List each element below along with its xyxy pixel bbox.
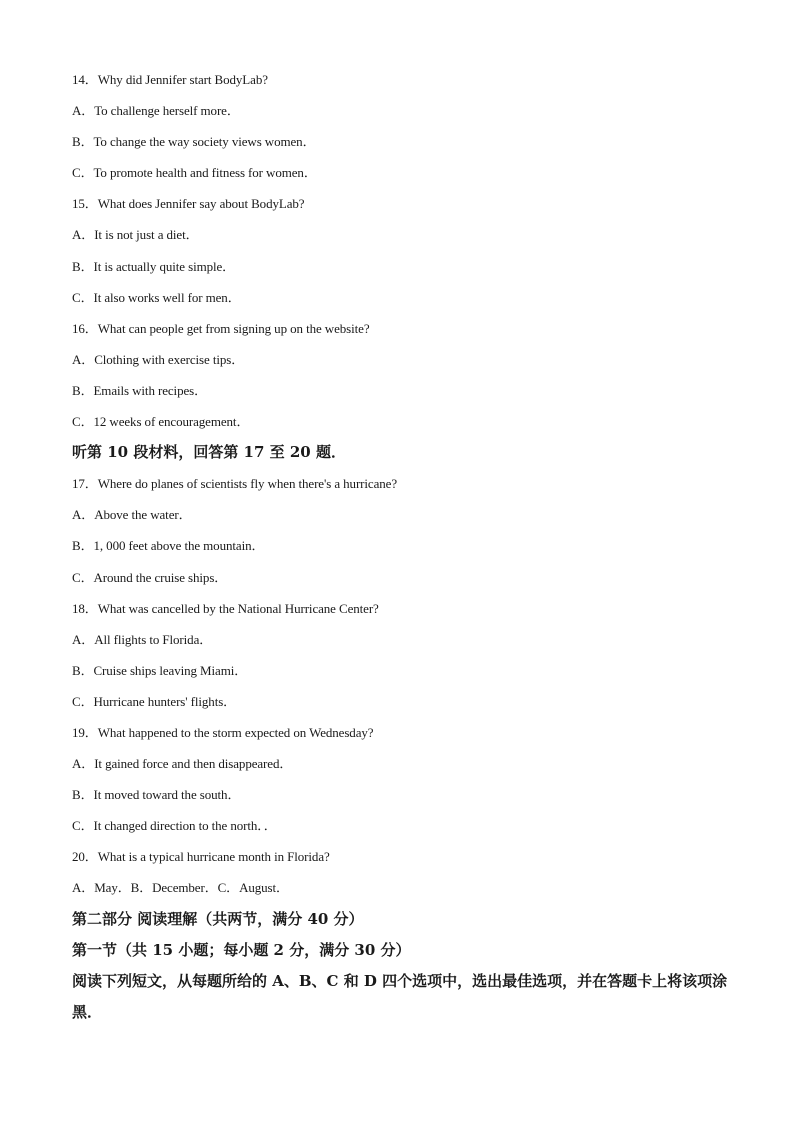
exam-page	[72, 64, 732, 1028]
question-15: 15．What does Jennifer say about BodyLab?	[72, 196, 305, 212]
option-17-a: A．Above the water．	[72, 507, 192, 523]
part-2-heading: 第二部分 阅读理解（共两节，满分 40 分）	[72, 909, 364, 928]
option-18-c: C．Hurricane hunters' flights．	[72, 693, 237, 709]
options-20: A．May．B．December．C．August．	[72, 880, 289, 896]
question-20: 20．What is a typical hurricane month in Florida?	[72, 849, 330, 865]
question-19: 19．What happened to the storm expected on Wednesday?	[72, 724, 374, 740]
question-16: 16．What can people get from signing up on the website?	[72, 320, 370, 336]
option-16-b: B．Emails with recipes．	[72, 382, 207, 398]
section-10-heading: 听第 10 段材料，回答第 17 至 20 题．	[72, 443, 346, 462]
option-18-b: B．Cruise ships leaving Miami．	[72, 662, 248, 678]
question-14: 14．Why did Jennifer start BodyLab?	[72, 72, 268, 87]
option-16-a: A．Clothing with exercise tips．	[72, 351, 245, 367]
question-block-17-20	[72, 468, 732, 903]
section-1-heading: 第一节（共 15 小题；每小题 2 分，满分 30 分）	[72, 940, 411, 959]
option-15-c: C．It also works well for men．	[72, 289, 241, 305]
option-14-a: A．To challenge herself more．	[72, 103, 240, 119]
question-18: 18．What was cancelled by the National Hurricane Center?	[72, 600, 379, 616]
option-19-b: B．It moved toward the south．	[72, 787, 241, 803]
option-15-b: B．It is actually quite simple．	[72, 258, 236, 274]
reading-instructions: 阅读下列短文，从每题所给的 A、B、C 和 D 四个选项中，选出最佳选项，并在答题卡上将该项涂黑．	[72, 971, 728, 1021]
option-16-c: C．12 weeks of encouragement．	[72, 414, 250, 430]
option-19-a: A．It gained force and then disappeared．	[72, 756, 293, 772]
question-block-14-16	[72, 64, 732, 437]
option-15-a: A．It is not just a diet．	[72, 227, 199, 243]
option-19-c: C．It changed direction to the north．．	[72, 818, 277, 834]
option-14-c: C．To promote health and fitness for women．	[72, 165, 317, 181]
option-18-a: A．All flights to Florida．	[72, 631, 213, 647]
question-17: 17．Where do planes of scientists fly when there's a hurricane?	[72, 476, 397, 492]
option-17-c: C．Around the cruise ships．	[72, 569, 228, 585]
option-17-b: B．1, 000 feet above the mountain．	[72, 538, 265, 554]
option-14-b: B．To change the way society views women．	[72, 134, 316, 150]
